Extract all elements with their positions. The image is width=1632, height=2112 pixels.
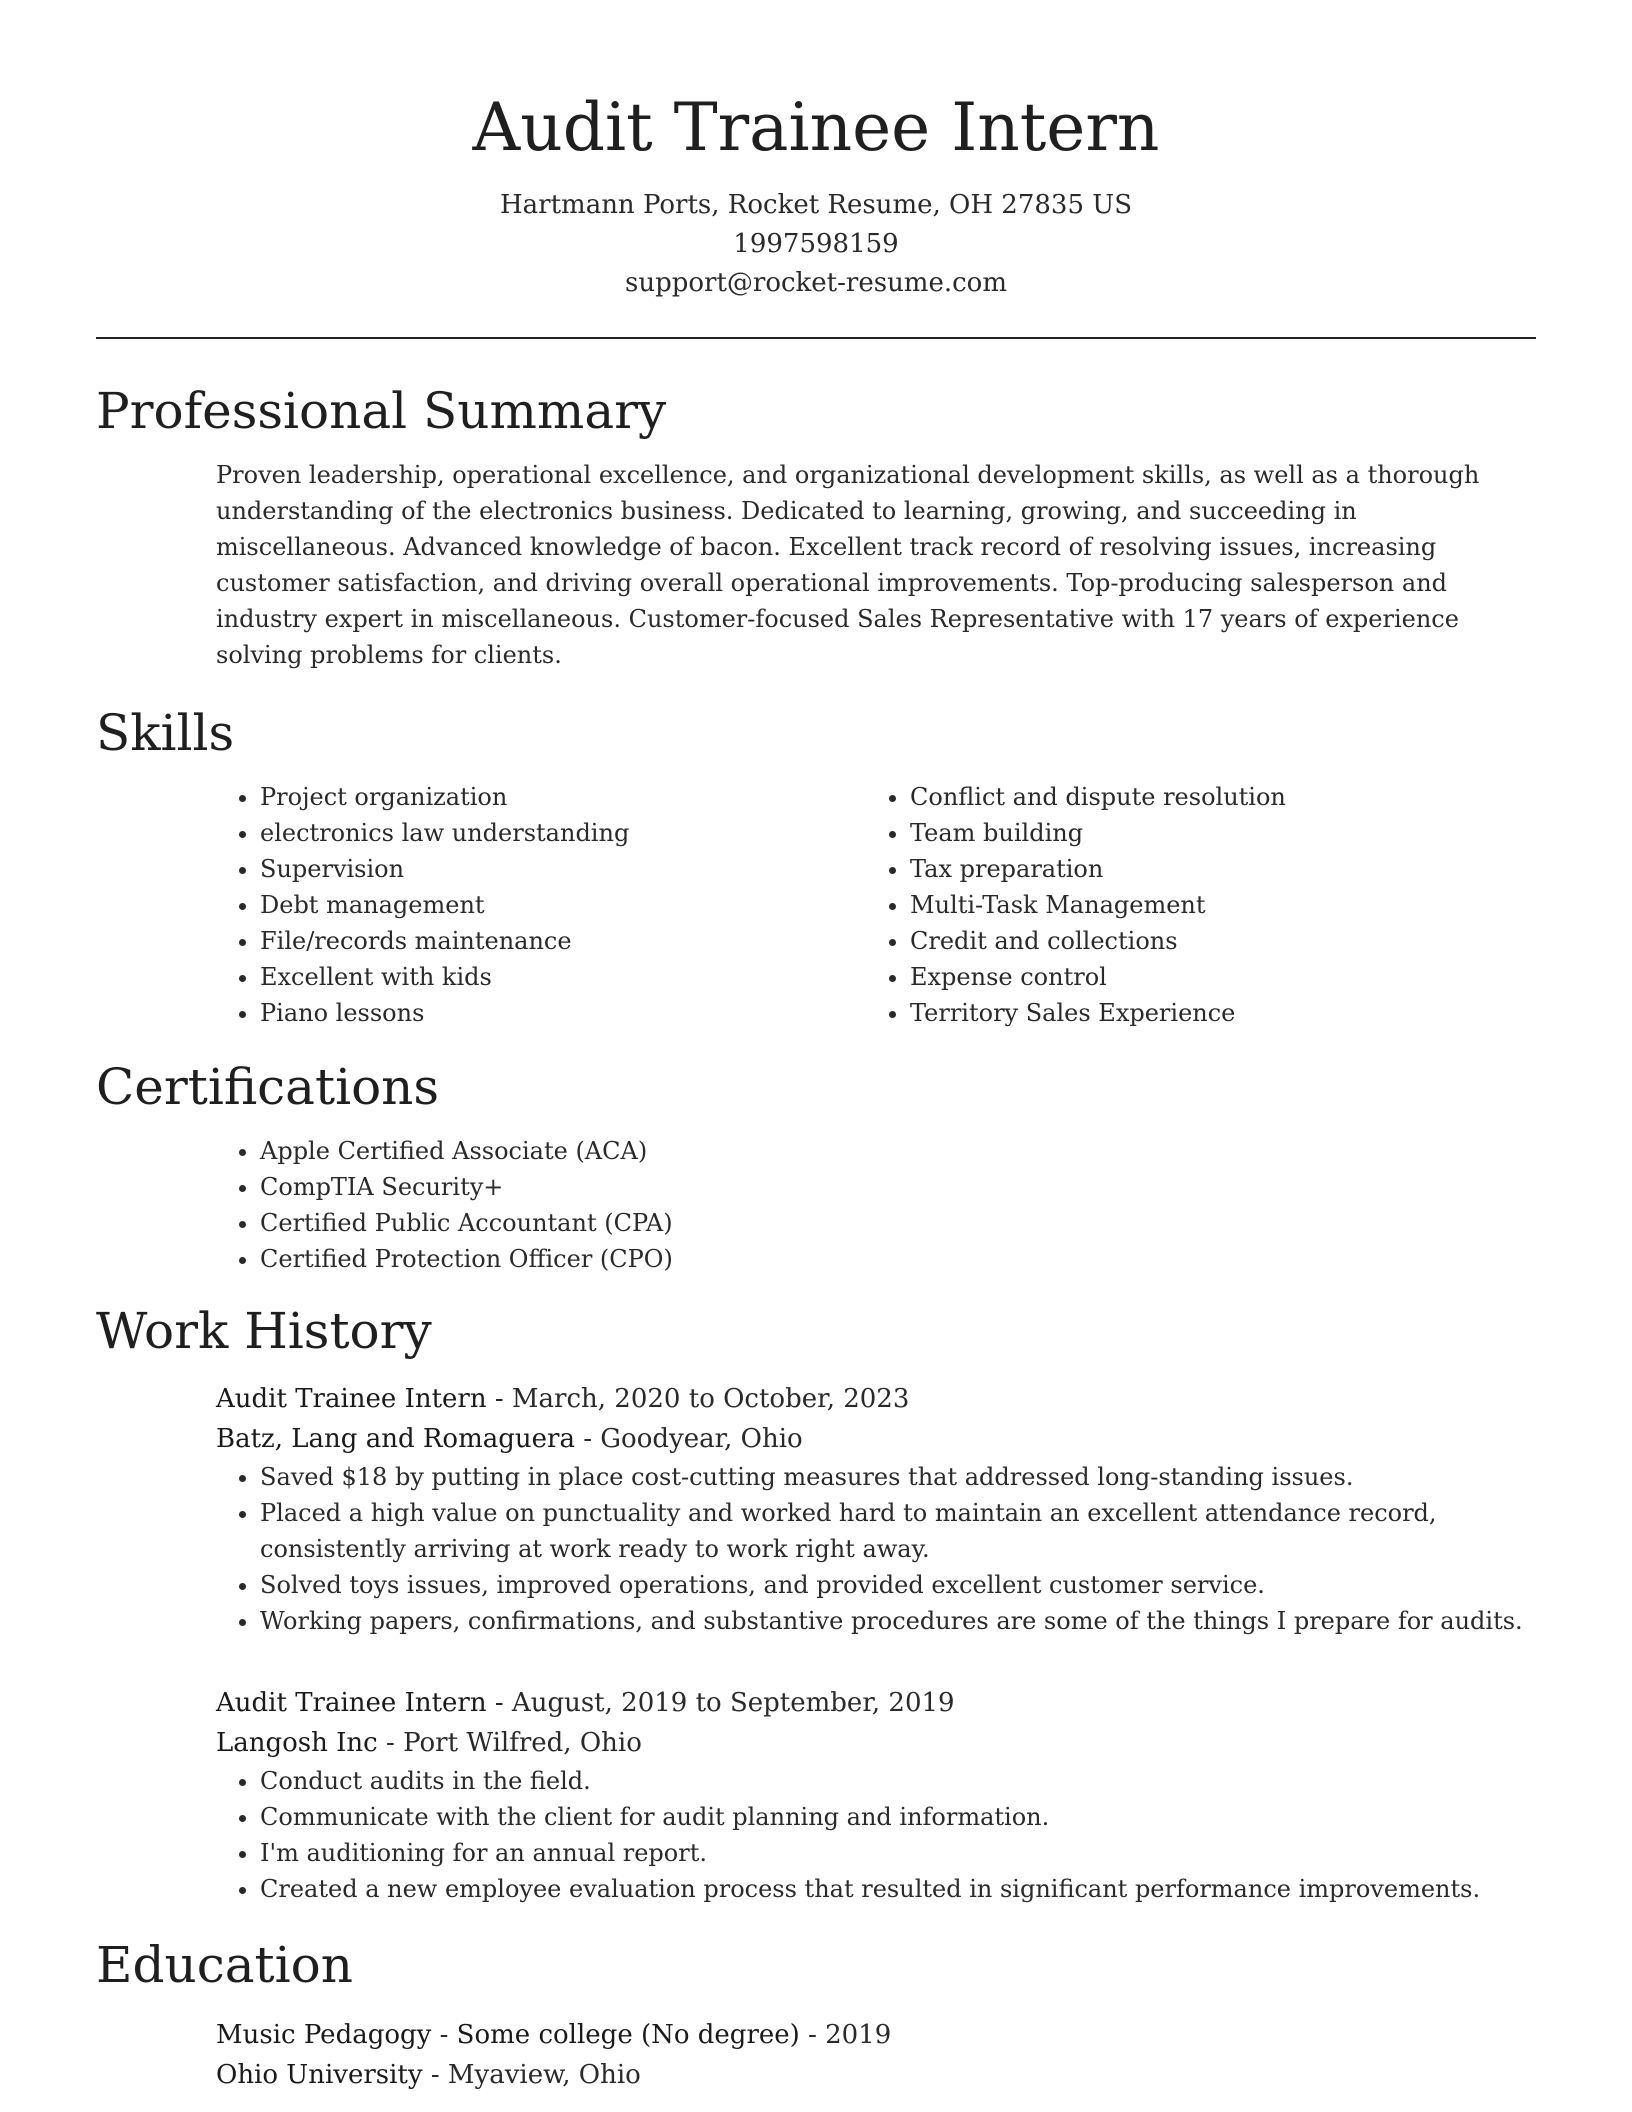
skill-item: • Team building	[910, 815, 1516, 851]
certification-item: • Certified Protection Officer (CPO)	[260, 1241, 1536, 1277]
skill-item: • File/records maintenance	[260, 923, 866, 959]
job-bullets	[216, 1459, 1536, 1639]
separator: -	[377, 1728, 404, 1758]
job-location: Port Wilfred, Ohio	[403, 1728, 642, 1758]
skills-list-left	[216, 779, 866, 1031]
job-dates: August, 2019 to September, 2019	[511, 1688, 955, 1718]
job-bullet: • I'm auditioning for an annual report.	[260, 1835, 1536, 1871]
work-history-heading: Work History	[96, 1302, 432, 1360]
education-degree: Some college (No degree)	[456, 2020, 800, 2050]
education-field: Music Pedagogy	[216, 2020, 432, 2050]
skills-list-right	[866, 779, 1516, 1031]
skill-item: • Multi-Task Management	[910, 887, 1516, 923]
skill-item: • Excellent with kids	[260, 959, 866, 995]
certifications-list	[216, 1133, 1536, 1277]
skill-item: • Debt management	[260, 887, 866, 923]
education-degree-line	[216, 2015, 1536, 2055]
job-role: Audit Trainee Intern	[216, 1384, 487, 1414]
skills-column-right	[866, 779, 1516, 1031]
job-entry	[216, 1379, 1536, 1639]
job-company: Batz, Lang and Romaguera	[216, 1424, 575, 1454]
job-company-line	[216, 1419, 1536, 1459]
job-title-line	[216, 1683, 1536, 1723]
resume-page	[96, 0, 1536, 2095]
certifications-heading: Certifications	[96, 1058, 440, 1116]
separator: -	[574, 1424, 601, 1454]
summary-heading: Professional Summary	[96, 382, 667, 440]
candidate-name: Audit Trainee Intern	[472, 89, 1160, 166]
job-company: Langosh Inc	[216, 1728, 378, 1758]
job-bullet: • Saved $18 by putting in place cost-cutting measures that addressed long-standing issues.	[260, 1459, 1536, 1495]
separator: -	[799, 2020, 826, 2050]
job-bullet: • Working papers, confirmations, and substantive procedures are some of the things I prepare for audits.	[260, 1603, 1536, 1639]
contact-info	[96, 186, 1536, 303]
job-role: Audit Trainee Intern	[216, 1688, 487, 1718]
education-heading: Education	[96, 1936, 353, 1994]
skill-item: • electronics law understanding	[260, 815, 866, 851]
skill-item: • Project organization	[260, 779, 866, 815]
education-year: 2019	[825, 2020, 892, 2050]
skills-column-left	[216, 779, 866, 1031]
skill-item: • Territory Sales Experience	[910, 995, 1516, 1031]
certification-item: • CompTIA Security+	[260, 1169, 1536, 1205]
skill-item: • Piano lessons	[260, 995, 866, 1031]
skill-item: • Conflict and dispute resolution	[910, 779, 1516, 815]
job-bullets	[216, 1763, 1536, 1907]
summary-text: Proven leadership, operational excellence, and organizational development skills, as well as a thorough understanding of the electronics business. Dedicated to learning, growing, and succeeding in miscellaneous. Advanced knowledge of bacon. Excellent track record of resolving issues, increasing customer satisfaction, and driving overall operational improvements. Top-producing salesperson and industry expert in miscellaneous. Customer-focused Sales Representative with 17 years of experience solving problems for clients.	[216, 461, 1480, 669]
skill-item: • Expense control	[910, 959, 1516, 995]
job-bullet: • Created a new employee evaluation process that resulted in significant performance improvements.	[260, 1871, 1536, 1907]
skills-grid	[216, 779, 1536, 1031]
job-bullet: • Conduct audits in the field.	[260, 1763, 1536, 1799]
job-company-line	[216, 1723, 1536, 1763]
separator: -	[486, 1384, 512, 1414]
job-bullet: • Solved toys issues, improved operations, and provided excellent customer service.	[260, 1567, 1536, 1603]
separator: -	[422, 2060, 448, 2090]
job-location: Goodyear, Ohio	[600, 1424, 803, 1454]
phone-text: 1997598159	[733, 229, 899, 259]
education-location: Myaview, Ohio	[447, 2060, 641, 2090]
job-entry	[216, 1683, 1536, 1907]
address-text: Hartmann Ports, Rocket Resume, OH 27835 US	[499, 190, 1133, 220]
skill-item: • Credit and collections	[910, 923, 1516, 959]
job-bullet: • Placed a high value on punctuality and worked hard to maintain an excellent attendance record, consistently arriving at work ready to work right away.	[260, 1495, 1536, 1567]
header-divider	[96, 337, 1536, 339]
skill-item: • Supervision	[260, 851, 866, 887]
certification-item: • Certified Public Accountant (CPA)	[260, 1205, 1536, 1241]
job-bullet: • Communicate with the client for audit planning and information.	[260, 1799, 1536, 1835]
education-school-line	[216, 2055, 1536, 2095]
separator: -	[486, 1688, 512, 1718]
education-entry	[216, 2015, 1536, 2095]
certification-item: • Apple Certified Associate (ACA)	[260, 1133, 1536, 1169]
certifications-block	[216, 1133, 1536, 1277]
resume-header	[96, 0, 1536, 303]
job-title-line	[216, 1379, 1536, 1419]
skill-item: • Tax preparation	[910, 851, 1516, 887]
separator: -	[431, 2020, 457, 2050]
job-dates: March, 2020 to October, 2023	[511, 1384, 910, 1414]
email-text: support@rocket-resume.com	[624, 268, 1007, 298]
skills-heading: Skills	[96, 704, 235, 762]
education-school: Ohio University	[216, 2060, 423, 2090]
